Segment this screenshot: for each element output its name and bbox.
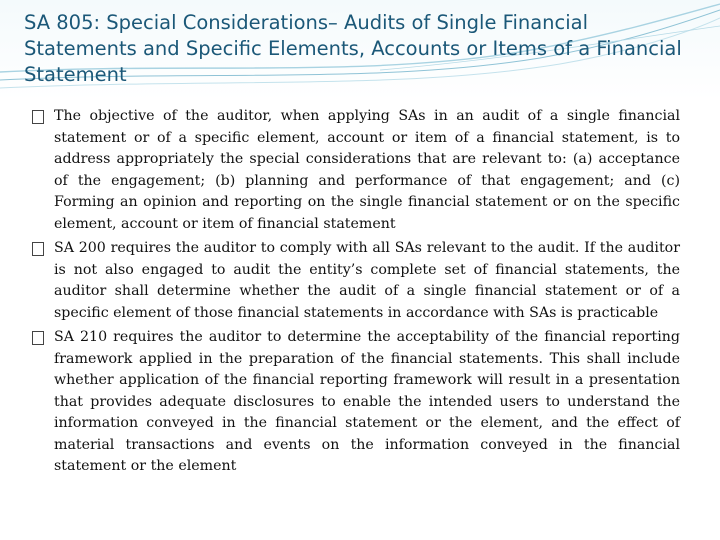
bullet-list (32, 106, 680, 481)
bullet-item (32, 238, 680, 324)
bullet-text: SA 200 requires the auditor to comply with all SAs relevant to the audit. If the auditor is not also engaged to audit the entity’s complete set of financial statements, the auditor shall determine whether the audit of a single financial statement or of a specific element of those financial statements in accordance with SAs is practicable (54, 240, 680, 321)
bullet-item (32, 106, 680, 235)
checkbox-bullet-icon (32, 110, 44, 124)
slide-title: SA 805: Special Considerations– Audits of Single Financial Statements and Specific Elements, Accounts or Items of a Financial Statement (24, 11, 682, 86)
bullet-item (32, 327, 680, 478)
checkbox-bullet-icon (32, 242, 44, 256)
bullet-text: SA 210 requires the auditor to determine the acceptability of the financial reporting framework applied in the preparation of the financial statements. This shall include whether application of the financial reporting framework will result in a presentation that provides adequate disclosures to enable the intended users to understand the information conveyed in the financial statement or the element, and the effect of material transactions and events on the information conveyed in the financial statement or the element (54, 329, 680, 474)
bullet-text: The objective of the auditor, when applying SAs in an audit of a single financial statement or of a specific element, account or item of a financial statement, is to address appropriately the special considerations that are relevant to: (a) acceptance of the engagement; (b) planning and performance of that engagement; and (c) Forming an opinion and reporting on the single financial statement or on the specific element, account or item of financial statement (54, 108, 680, 232)
checkbox-bullet-icon (32, 331, 44, 345)
